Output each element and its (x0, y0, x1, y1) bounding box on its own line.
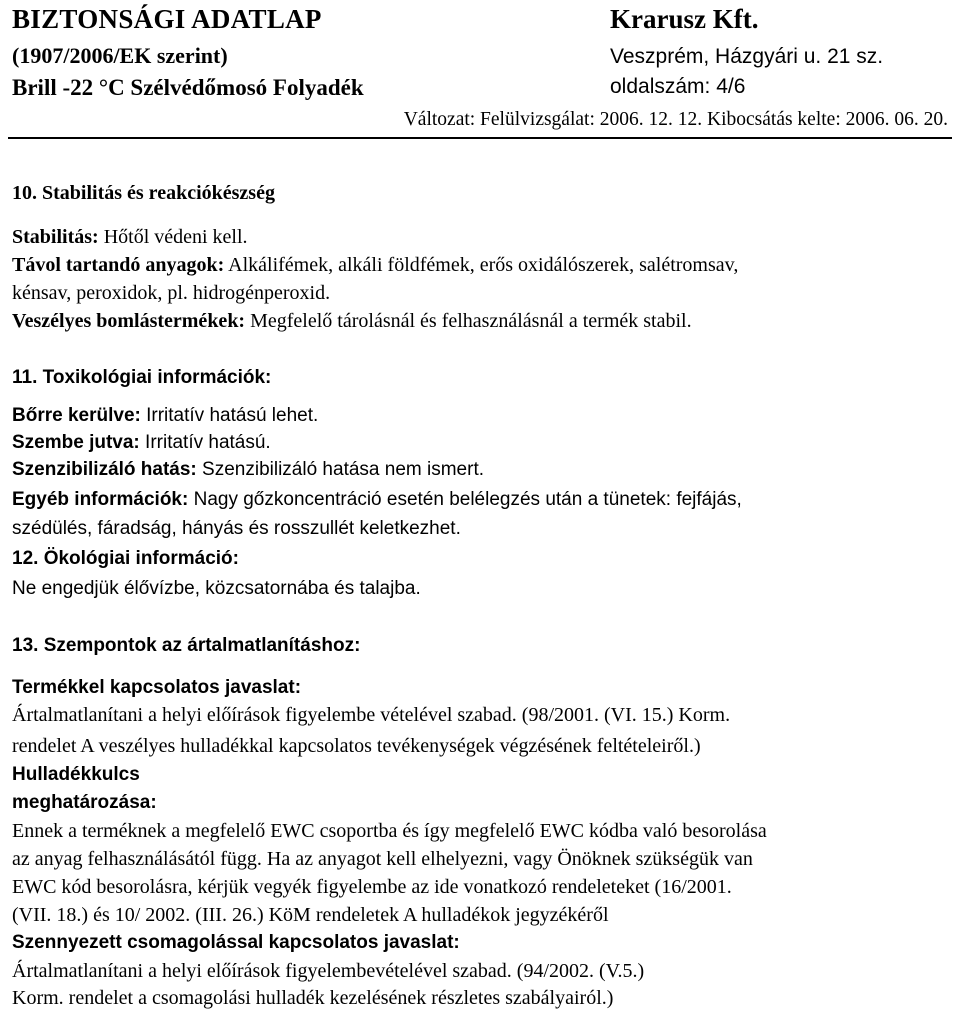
decomposition-text: Megfelelő tárolásnál és felhasználásnál a termék stabil. (245, 310, 692, 332)
product-disposal-text-1: Ártalmatlanítani a helyi előírások figyelembe vételével szabad. (98/2001. (VI. 15.) Korm. (12, 704, 731, 726)
product-name: Brill -22 °C Szélvédőmosó Folyadék (12, 75, 364, 100)
decomposition-line (12, 309, 692, 333)
skin-text: Irritatív hatású lehet. (140, 405, 319, 426)
version-info: Változat: Felülvizsgálat: 2006. 12. 12. Kibocsátás kelte: 2006. 06. 20. (403, 109, 948, 130)
waste-code-label: Hulladékkulcs (12, 764, 140, 785)
other-info-line-2: szédülés, fáradság, hányás és rosszullét keletkezhet. (12, 518, 461, 539)
ecology-text: Ne engedjük élővízbe, közcsatornába és talajba. (12, 578, 421, 599)
waste-code-text-4: (VII. 18.) és 10/ 2002. (III. 26.) KöM rendeletek A hulladékok jegyzékéről (12, 904, 609, 926)
sensitization-line (12, 458, 484, 482)
avoid-materials-line (12, 253, 738, 277)
header-divider (8, 137, 952, 139)
company-address: Veszprém, Házgyári u. 21 sz. (610, 45, 884, 68)
document-title: BIZTONSÁGI ADATLAP (12, 4, 322, 34)
packaging-text-1: Ártalmatlanítani a helyi előírások figyelembevételével szabad. (94/2002. (V.5.) (12, 960, 645, 982)
waste-code-text-2: az anyag felhasználásától függ. Ha az anyagot kell elhelyezni, vagy Önöknek szükségük van (12, 848, 753, 870)
skin-label: Bőrre kerülve: (12, 405, 141, 426)
sensitization-label: Szenzibilizáló hatás: (12, 459, 197, 480)
product-disposal-label: Termékkel kapcsolatos javaslat: (12, 677, 302, 698)
waste-code-text-1: Ennek a terméknek a megfelelő EWC csoportba és így megfelelő EWC kódba való besorolása (12, 820, 767, 842)
section-12-heading: 12. Ökológiai információ: (12, 548, 239, 569)
avoid-materials-label: Távol tartandó anyagok: (12, 254, 225, 276)
section-10-heading: 10. Stabilitás és reakciókészség (12, 182, 275, 204)
section-13-heading: 13. Szempontok az ártalmatlanításhoz: (12, 635, 361, 656)
avoid-materials-text: Alkálifémek, alkáli földfémek, erős oxidálószerek, salétromsav, (224, 254, 739, 276)
document-header (0, 0, 960, 140)
sensitization-text: Szenzibilizáló hatása nem ismert. (196, 459, 485, 480)
other-info-text: Nagy gőzkoncentráció esetén belélegzés után a tünetek: fejfájás, (188, 489, 742, 510)
eye-label: Szembe jutva: (12, 432, 140, 453)
product-disposal-text-2: rendelet A veszélyes hulladékkal kapcsolatos tevékenységek végzésének feltételeiről.) (12, 735, 701, 757)
stability-text: Hőtől védeni kell. (98, 226, 248, 248)
avoid-materials-line-2: kénsav, peroxidok, pl. hidrogénperoxid. (12, 282, 331, 304)
skin-line (12, 404, 318, 428)
stability-line (12, 225, 248, 249)
regulation-reference: (1907/2006/EK szerint) (12, 43, 228, 68)
eye-text: Irritatív hatású. (139, 432, 271, 453)
stability-label: Stabilitás: (12, 226, 99, 248)
page-number: oldalszám: 4/6 (610, 75, 746, 98)
section-11-heading: 11. Toxikológiai információk: (12, 367, 272, 388)
waste-code-text-3: EWC kód besorolásra, kérjük vegyék figyelembe az ide vonatkozó rendeleteket (16/2001. (12, 876, 732, 898)
decomposition-label: Veszélyes bomlástermékek: (12, 310, 246, 332)
other-info-label: Egyéb információk: (12, 489, 189, 510)
packaging-label: Szennyezett csomagolással kapcsolatos javaslat: (12, 932, 460, 953)
packaging-text-2: Korm. rendelet a csomagolási hulladék kezelésének részletes szabályairól.) (12, 987, 614, 1009)
eye-line (12, 431, 271, 455)
company-name: Krarusz Kft. (610, 4, 759, 34)
other-info-line (12, 488, 742, 512)
waste-code-label-2: meghatározása: (12, 792, 157, 813)
